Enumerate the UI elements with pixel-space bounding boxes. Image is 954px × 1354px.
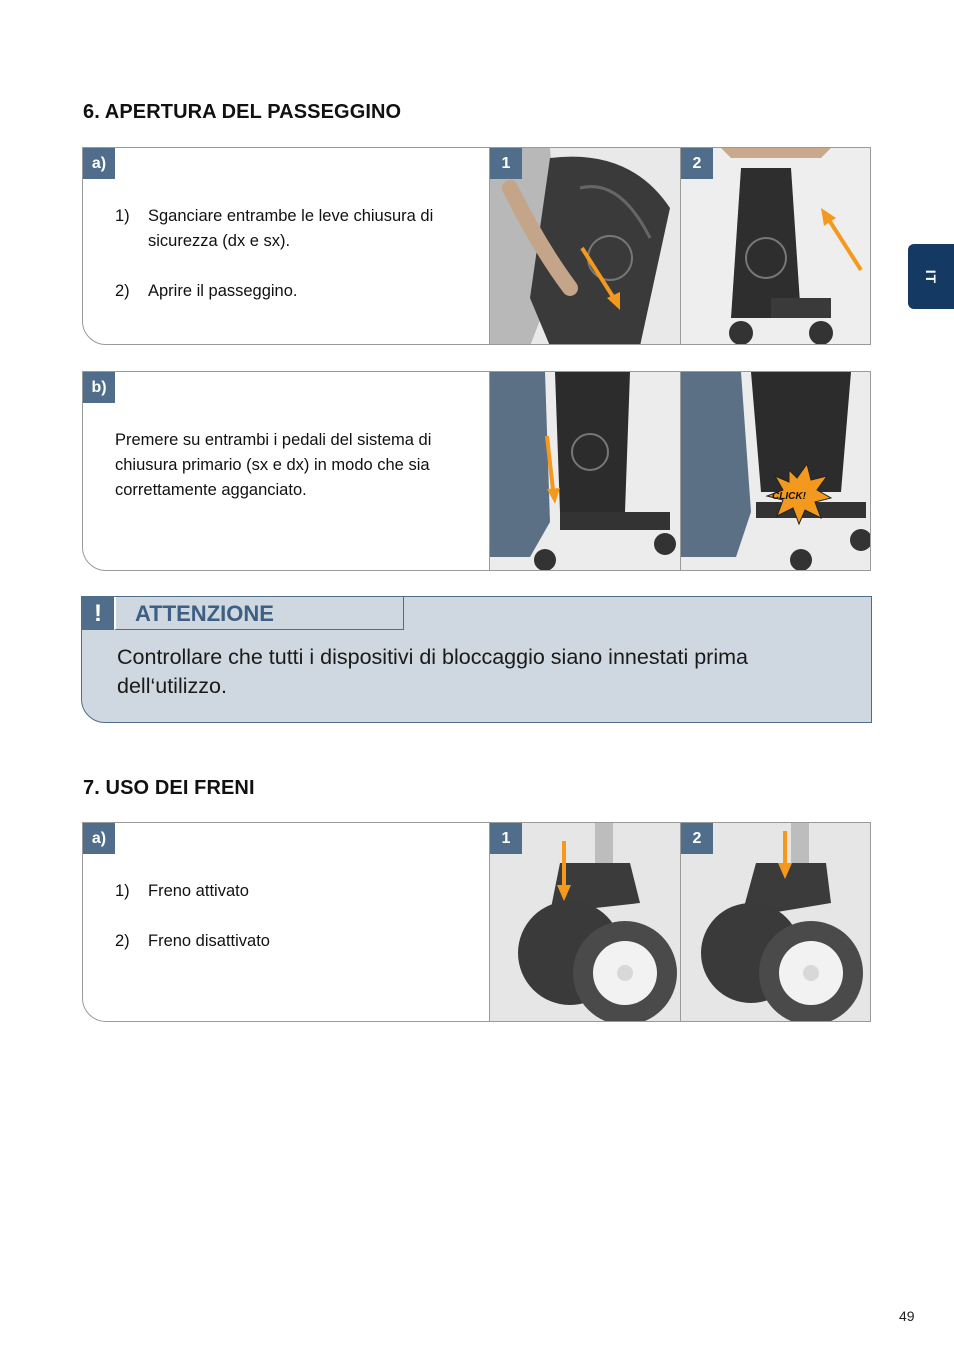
step-list — [115, 204, 475, 329]
step-text: Freno attivato — [148, 882, 249, 900]
step-number: 1) — [115, 207, 130, 225]
photo-fold-release — [489, 148, 680, 345]
step-text: Sganciare entrambe le leve chiusura di sicurezza (dx e sx). — [148, 207, 434, 250]
step-list — [115, 879, 475, 979]
step-item — [115, 279, 475, 304]
language-code: IT — [923, 269, 939, 284]
warning-title: ATTENZIONE — [114, 597, 404, 630]
step-box-6a — [82, 147, 871, 345]
photo-number: 1 — [490, 823, 522, 854]
step-item — [115, 879, 475, 904]
language-tab — [908, 244, 954, 309]
click-label: CLICK! — [772, 491, 806, 502]
warning-text: Controllare che tutti i dispositivi di bloccaggio siano innestati prima dell‘utilizzo. — [117, 645, 748, 698]
photo-number: 1 — [490, 148, 522, 179]
photo-brake-off — [680, 823, 871, 1022]
photo-pedal-click — [680, 372, 871, 571]
photo-brake-on — [489, 823, 680, 1022]
page-number: 49 — [899, 1308, 915, 1324]
step-number: 2) — [115, 282, 130, 300]
pedal-click-illustration — [681, 372, 871, 571]
box-label: a) — [83, 148, 115, 179]
box-label: a) — [83, 823, 115, 854]
pedal-press-illustration — [490, 372, 680, 571]
photo-number: 2 — [681, 148, 713, 179]
step-number: 1) — [115, 882, 130, 900]
photo-unfold — [680, 148, 871, 345]
step-box-7a — [82, 822, 871, 1022]
step-text: Aprire il passeggino. — [148, 282, 298, 300]
step-item — [115, 204, 475, 254]
warning-icon: ! — [82, 597, 114, 630]
step-item — [115, 929, 475, 954]
step-box-6b — [82, 371, 871, 571]
section-6-title: 6. APERTURA DEL PASSEGGINO — [83, 101, 402, 123]
photo-number: 2 — [681, 823, 713, 854]
section-7-title: 7. USO DEI FRENI — [83, 777, 255, 799]
warning-box — [81, 596, 872, 723]
photo-pedal-press — [489, 372, 680, 571]
step-description: Premere su entrambi i pedali del sistema di chiusura primario (sx e dx) in modo che sia correttamente agganciato. — [115, 431, 432, 499]
step-number: 2) — [115, 932, 130, 950]
box-label: b) — [83, 372, 115, 403]
step-text: Freno disattivato — [148, 932, 270, 950]
